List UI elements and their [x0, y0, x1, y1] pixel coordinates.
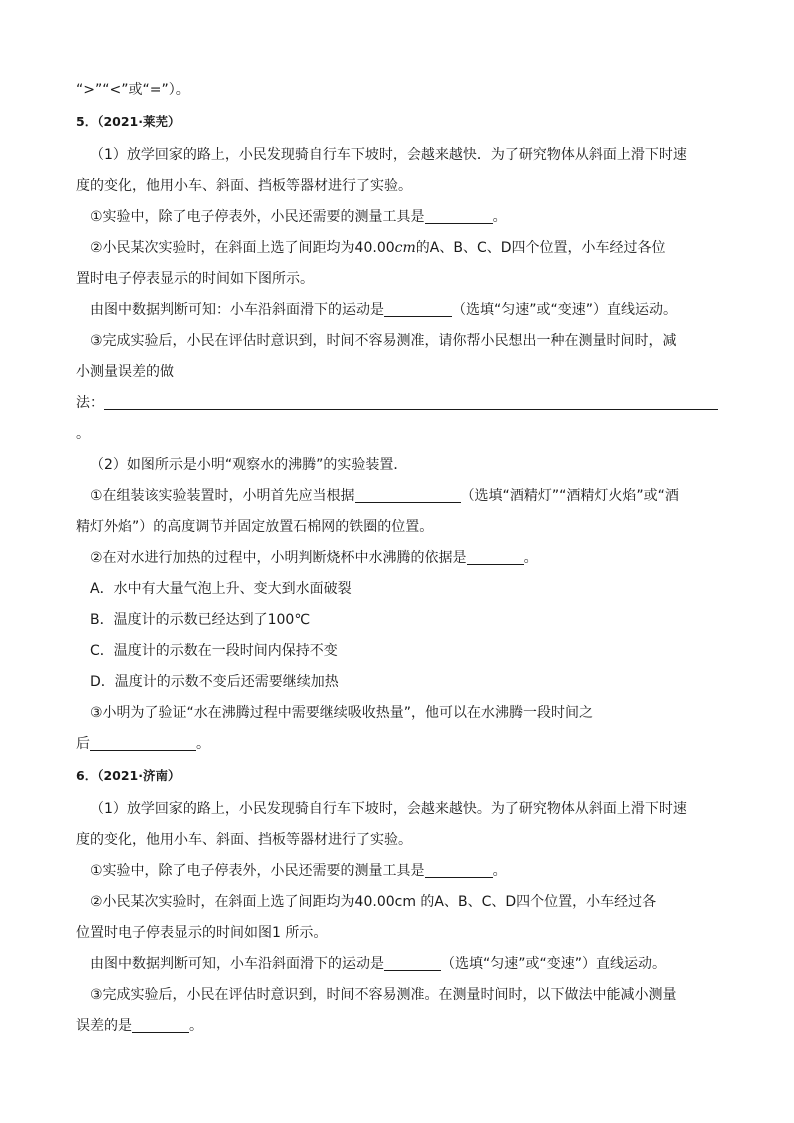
- option-d: [90, 672, 735, 692]
- q5-p1-intro-text2: 度的变化，他用小车、斜面、挡板等器材进行了实验。: [76, 178, 412, 194]
- q6-p1-q2-line1: [90, 892, 735, 912]
- q5-p1-intro-line2: [76, 176, 721, 196]
- q6-p1-judge-text: 由图中数据判断可知，小车沿斜面滑下的运动是: [90, 956, 384, 972]
- q6-p1-intro-line1: [90, 799, 735, 819]
- q5-p1-judge-text: 由图中数据判断可知：小车沿斜面滑下的运动是: [90, 302, 384, 318]
- q5-p2-q3-end: 。: [196, 736, 210, 752]
- option-d-text: D．温度计的示数不变后还需要继续加热: [90, 674, 339, 690]
- q5-p2-q2-end: 。: [523, 550, 538, 566]
- q6-p1-q3-text1: ③完成实验后，小民在评估时意识到，时间不容易测准。在测量时间时，以下做法中能减小测量: [90, 987, 677, 1003]
- q6-p1-q3-line2: [76, 1016, 721, 1036]
- continuation-text: “>”“<”或“=”）。: [76, 82, 190, 98]
- option-b-text: B．温度计的示数已经达到了100℃: [90, 612, 311, 628]
- q6-p1-intro-line2: [76, 830, 721, 850]
- q5-measuring-tool-blank[interactable]: [425, 208, 493, 224]
- q6-measuring-tool-blank[interactable]: [425, 862, 493, 878]
- q6-p1-q1-end: 。: [492, 863, 507, 879]
- q5-p1-q1-text: ①实验中，除了电子停表外，小民还需要的测量工具是: [90, 209, 425, 225]
- q5-p1-judge: [90, 300, 735, 320]
- q5-p2-q1-text2: 精灯外焰”）的高度调节并固定放置石棉网的铁圈的位置。: [76, 519, 434, 535]
- q5-p1-q2-text2: 置时电子停表显示的时间如下图所示。: [76, 271, 314, 287]
- option-a-text: A．水中有大量气泡上升、变大到水面破裂: [90, 581, 352, 597]
- q5-p1-q2-line2: [76, 269, 721, 289]
- q5-p2-q1-text: ①在组装该实验装置时，小明首先应当根据: [90, 488, 355, 504]
- q5-p2-q3-line2: [76, 734, 721, 754]
- q5-p2-q1-line1: [90, 486, 735, 506]
- q6-p1-q2-text1: ②小民某次实验时，在斜面上选了间距均为40.00cm 的A、B、C、D四个位置，小车经过各: [90, 894, 657, 910]
- q5-p1-q2-unit: cm: [394, 240, 416, 256]
- q5-p1-q3-line2: [76, 362, 721, 382]
- option-c: [90, 641, 735, 661]
- q5-p1-q3-text2: 小测量误差的做: [76, 364, 174, 380]
- q6-p1-intro-text1: （1）放学回家的路上，小民发现骑自行车下坡时，会越来越快。为了研究物体从斜面上滑下时速: [90, 801, 687, 817]
- option-a: [90, 579, 735, 599]
- q5-p2-intro-text: （2）如图所示是小明“观察水的沸腾”的实验装置．: [90, 457, 408, 473]
- q5-p1-q1-end: 。: [492, 209, 507, 225]
- q5-p1-intro-text1: （1）放学回家的路上，小民发现骑自行车下坡时，会越来越快．为了研究物体从斜面上滑下时速: [90, 147, 687, 163]
- q6-p1-q3-line1: [90, 985, 735, 1005]
- q5-motion-type-blank[interactable]: [384, 301, 452, 317]
- option-b: [90, 610, 735, 630]
- q5-p1-q3-line3: [76, 393, 721, 413]
- q6-p1-intro-text2: 度的变化，他用小车、斜面、挡板等器材进行了实验。: [76, 832, 412, 848]
- q6-header-text: 6．（2021·济南）: [76, 768, 181, 783]
- q5-p1-q3-text1: ③完成实验后，小民在评估时意识到，时间不容易测准，请你帮小民想出一种在测量时间时，减: [90, 333, 677, 349]
- q5-p1-judge-end: （选填“匀速”或“变速”）直线运动。: [452, 302, 678, 318]
- q5-p1-q1: [90, 207, 735, 227]
- q5-p1-q2-text: ②小民某次实验时，在斜面上选了间距均为40.00: [90, 240, 395, 256]
- continuation-line: [76, 80, 721, 100]
- q5-p2-q3-line1: [90, 703, 735, 723]
- q5-p2-q2: [90, 548, 735, 568]
- q5-p2-q2-text: ②在对水进行加热的过程中，小明判断烧杯中水沸腾的依据是: [90, 550, 467, 566]
- q5-p2-intro: [90, 455, 735, 475]
- q5-header: [76, 112, 721, 132]
- q5-height-basis-blank[interactable]: [355, 487, 461, 503]
- q5-p1-q3-end-line: [76, 424, 721, 444]
- q5-p2-q3-text1: ③小明为了验证“水在沸腾过程中需要继续吸收热量”，他可以在水沸腾一段时间之: [90, 705, 594, 721]
- q5-verification-blank[interactable]: [90, 735, 196, 751]
- q5-boiling-basis-blank[interactable]: [467, 549, 524, 565]
- q5-header-text: 5．（2021·莱芜）: [76, 114, 181, 129]
- q6-p1-q3-end: 。: [189, 1018, 203, 1034]
- q6-p1-q1: [90, 861, 735, 881]
- q5-p1-q2-line1: [90, 238, 735, 258]
- q5-p1-intro-line1: [90, 145, 735, 165]
- q5-p2-q3-text2: 后: [76, 736, 90, 752]
- q5-p1-q2-text-post: 的A、B、C、D四个位置，小车经过各位: [415, 240, 666, 256]
- q6-p1-judge-end: （选填“匀速”或“变速”）直线运动。: [441, 956, 667, 972]
- q5-p2-q1-text-post: （选填“酒精灯”“酒精灯火焰”或“酒: [460, 488, 679, 504]
- q6-p1-q2-line2: [76, 923, 721, 943]
- q6-p1-q3-text2: 误差的是: [76, 1018, 132, 1034]
- q6-p1-q2-text2: 位置时电子停表显示的时间如图1 所示。: [76, 925, 328, 941]
- q5-p1-q3-text3: 法：: [76, 395, 104, 411]
- q5-p2-q1-line2: [76, 517, 721, 537]
- q5-p1-q3-end: 。: [76, 426, 90, 442]
- q6-motion-type-blank[interactable]: [384, 955, 441, 971]
- option-c-text: C．温度计的示数在一段时间内保持不变: [90, 643, 338, 659]
- q5-p1-q3-line1: [90, 331, 735, 351]
- q6-header: [76, 766, 721, 786]
- q5-method-blank[interactable]: [104, 394, 718, 410]
- q6-p1-judge: [90, 954, 735, 974]
- q6-p1-q1-text: ①实验中，除了电子停表外，小民还需要的测量工具是: [90, 863, 425, 879]
- q6-error-reduction-blank[interactable]: [132, 1017, 189, 1033]
